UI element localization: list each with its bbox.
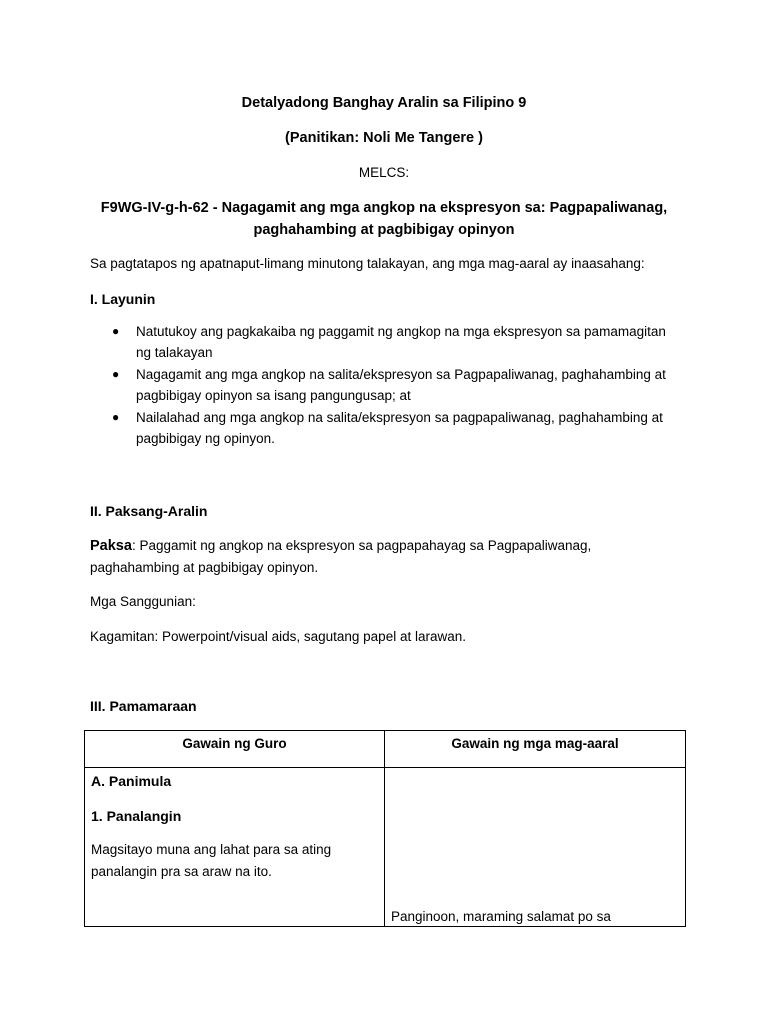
- kagamitan-text: Kagamitan: Powerpoint/visual aids, sagutang papel at larawan.: [90, 629, 466, 644]
- paksa-paragraph: [90, 535, 690, 557]
- document-subtitle: (Panitikan: Noli Me Tangere ): [285, 130, 483, 146]
- bullet-icon: ●: [112, 367, 120, 381]
- table-header-row: [85, 731, 686, 768]
- panalangin-heading: 1. Panalangin: [91, 808, 182, 824]
- objectives-list: [90, 321, 680, 450]
- guro-instruction-line-2: panalangin pra sa araw na ito.: [91, 864, 272, 879]
- bullet-icon: ●: [112, 410, 120, 424]
- paksa-label: Paksa: [90, 538, 132, 554]
- column-header-mag-aaral: Gawain ng mga mag-aaral: [385, 731, 686, 768]
- mag-aaral-cell: [385, 768, 686, 927]
- sanggunian-text: Mga Sanggunian:: [90, 594, 196, 609]
- list-item: ● Nagagamit ang mga angkop na salita/ekspresyon sa Pagpapaliwanag, paghahambing at pagbibigay opinyon sa isang pangungusap; at: [90, 364, 680, 406]
- intro-text: Sa pagtatapos ng apatnaput-limang minutong talakayan, ang mga mag-aaral ay inaasahang:: [90, 256, 645, 271]
- panimula-heading: A. Panimula: [91, 773, 172, 789]
- bullet-icon: ●: [112, 324, 120, 338]
- list-item: ● Nailalahad ang mga angkop na salita/ekspresyon sa pagpapaliwanag, paghahambing at pagbibigay ng opinyon.: [90, 407, 680, 449]
- document-title: Detalyadong Banghay Aralin sa Filipino 9: [241, 95, 527, 111]
- procedure-table: [84, 730, 686, 927]
- paksa-text-line-2: paghahambing at pagbibigay opinyon.: [90, 560, 319, 575]
- melcs-label: MELCS:: [358, 165, 410, 180]
- guro-cell: [85, 768, 385, 927]
- list-item: ● Natutukoy ang pagkakaiba ng paggamit ng angkop na mga ekspresyon sa pamamagitan ng talakayan: [90, 321, 680, 363]
- table-row: [85, 768, 686, 927]
- column-header-guro: Gawain ng Guro: [85, 731, 385, 768]
- competency-line-1: F9WG-IV-g-h-62 - Nagagamit ang mga angkop na ekspresyon sa: Pagpapaliwanag,: [100, 200, 668, 216]
- mag-aaral-response-line-1: Panginoon, maraming salamat po sa: [391, 909, 611, 924]
- layunin-heading: I. Layunin: [90, 291, 156, 307]
- pamamaraan-heading: III. Pamamaraan: [90, 698, 197, 714]
- paksang-aralin-heading: II. Paksang-Aralin: [90, 503, 208, 519]
- guro-instruction-line-1: Magsitayo muna ang lahat para sa ating: [91, 842, 332, 857]
- competency-line-2: paghahambing at pagbibigay opinyon: [253, 222, 515, 238]
- paksa-text-line-1: : Paggamit ng angkop na ekspresyon sa pagpapahayag sa Pagpapaliwanag,: [131, 538, 592, 553]
